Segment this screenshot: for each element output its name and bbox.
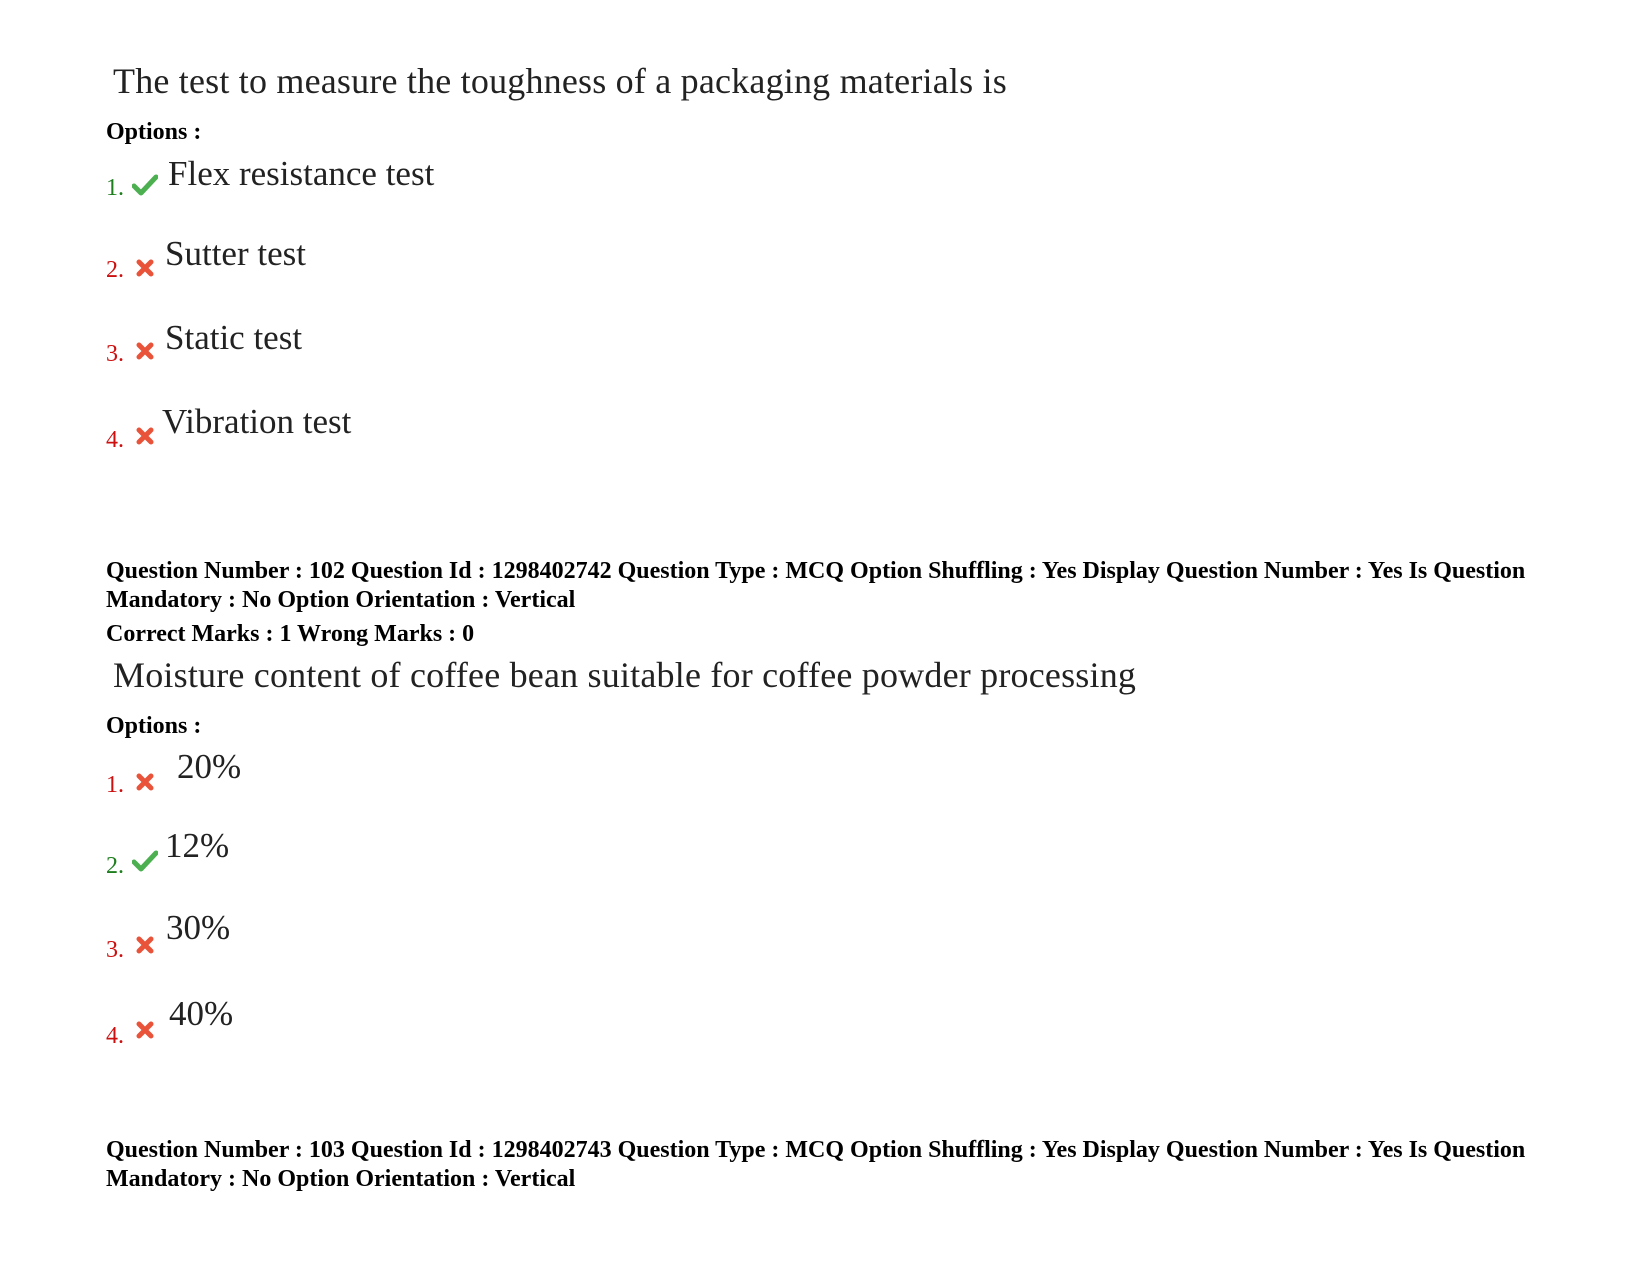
option-text: Static test bbox=[165, 318, 303, 357]
option-text: 20% bbox=[177, 747, 242, 786]
question-102-options-label: Options : bbox=[106, 713, 202, 739]
option-number: 3. bbox=[106, 937, 124, 963]
cross-icon bbox=[132, 424, 158, 448]
cross-icon bbox=[132, 1018, 158, 1042]
cross-icon bbox=[132, 770, 158, 794]
option-number: 3. bbox=[106, 341, 124, 367]
option-number: 1. bbox=[106, 772, 124, 798]
option-text: Flex resistance test bbox=[168, 154, 435, 193]
cross-icon bbox=[132, 933, 158, 957]
option-number: 2. bbox=[106, 853, 124, 879]
check-icon bbox=[132, 173, 158, 197]
option-text: Vibration test bbox=[162, 402, 352, 441]
check-icon bbox=[132, 849, 158, 873]
option-text: Sutter test bbox=[165, 234, 306, 273]
cross-icon bbox=[132, 339, 158, 363]
cross-icon bbox=[132, 256, 158, 280]
question-102-meta: Question Number : 102 Question Id : 1298402742 Question Type : MCQ Option Shuffling : Yes Display Question Number : Yes Is Question Mandatory : No Option Orientation : Vertical bbox=[106, 558, 1526, 613]
question-102-marks: Correct Marks : 1 Wrong Marks : 0 bbox=[106, 621, 475, 647]
question-101-options-label: Options : bbox=[106, 119, 202, 145]
option-number: 4. bbox=[106, 1023, 124, 1049]
option-text: 12% bbox=[165, 826, 230, 865]
question-102-text: Moisture content of coffee bean suitable for coffee powder processing bbox=[113, 655, 1137, 695]
question-103-meta: Question Number : 103 Question Id : 1298402743 Question Type : MCQ Option Shuffling : Yes Display Question Number : Yes Is Question Mandatory : No Option Orientation : Vertical bbox=[106, 1137, 1526, 1192]
question-101-text: The test to measure the toughness of a packaging materials is bbox=[113, 61, 1007, 101]
option-number: 2. bbox=[106, 257, 124, 283]
option-text: 40% bbox=[169, 994, 234, 1033]
option-number: 4. bbox=[106, 427, 124, 453]
option-number: 1. bbox=[106, 175, 124, 201]
option-text: 30% bbox=[166, 908, 231, 947]
